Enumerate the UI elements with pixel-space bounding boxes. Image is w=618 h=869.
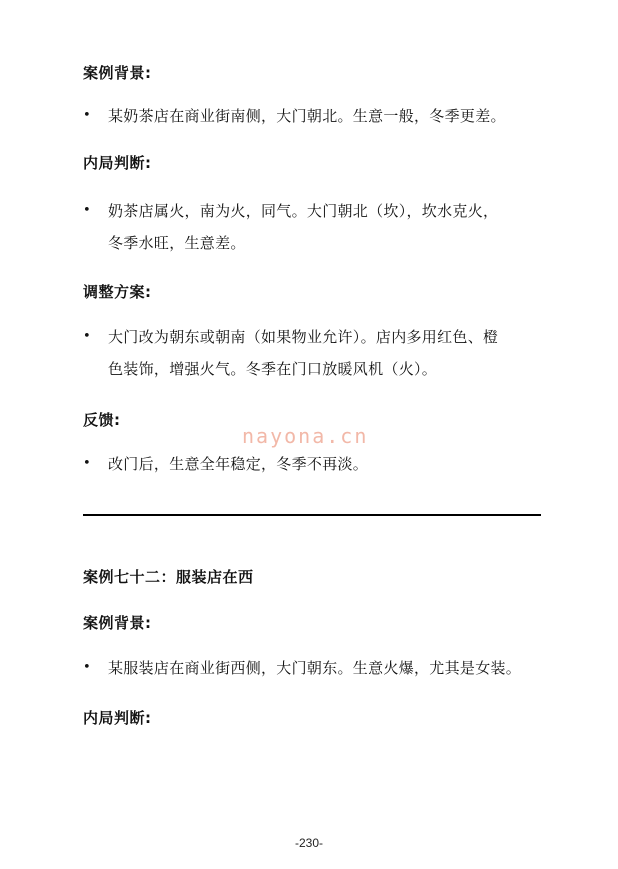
list-item-text: [108, 321, 498, 385]
text-line: 某奶茶店在商业街南侧，大门朝北。生意一般，冬季更差。: [108, 107, 506, 125]
heading-internal-judgment: 内局判断:: [83, 709, 152, 727]
bullet-icon: •: [83, 456, 91, 471]
bullet-icon: •: [83, 660, 91, 675]
text-line: 改门后，生意全年稳定，冬季不再淡。: [108, 455, 369, 473]
text-line: 大门改为朝东或朝南（如果物业允许）。店内多用红色、橙: [108, 328, 499, 346]
case-title: 案例七十二：服装店在西: [83, 568, 254, 586]
text-line: 冬季水旺，生意差。: [108, 234, 246, 252]
text-line: 某服装店在商业街西侧，大门朝东。生意火爆，尤其是女装。: [108, 659, 522, 677]
heading-adjustment-plan: 调整方案:: [83, 283, 152, 301]
page-number: -230-: [294, 836, 323, 850]
text-line: 色装饰，增强火气。冬季在门口放暖风机（火）。: [108, 360, 438, 378]
list-item-text: [108, 100, 506, 132]
bullet-icon: •: [83, 203, 91, 218]
bullet-icon: •: [83, 329, 91, 344]
bullet-icon: •: [83, 108, 91, 123]
heading-case-background: 案例背景:: [83, 614, 152, 632]
list-item-text: [108, 652, 521, 684]
heading-feedback: 反馈:: [83, 411, 121, 429]
text-line: 奶茶店属火，南为火，同气。大门朝北（坎），坎水克火，: [108, 202, 499, 220]
heading-internal-judgment: 内局判断:: [83, 154, 152, 172]
list-item-text: [108, 448, 368, 480]
heading-case-background: 案例背景:: [83, 64, 152, 82]
section-divider: [83, 514, 541, 516]
watermark: nayona.cn: [242, 424, 369, 448]
list-item-text: [108, 195, 498, 259]
